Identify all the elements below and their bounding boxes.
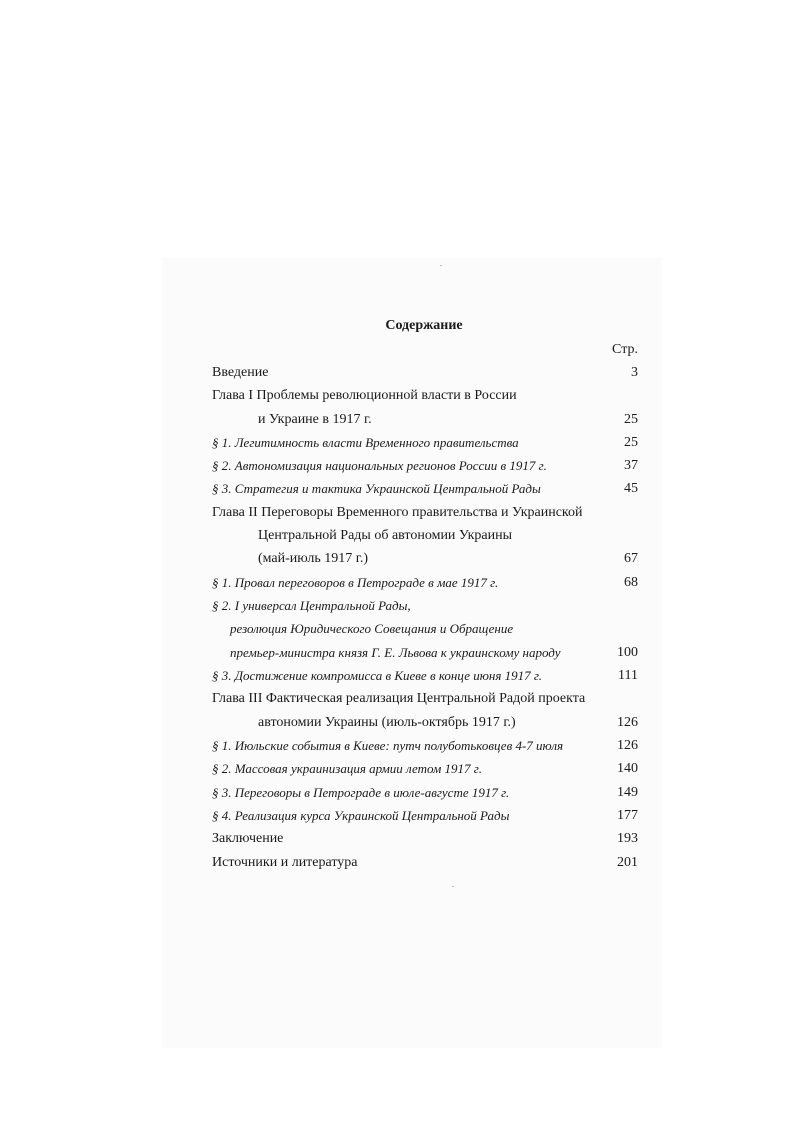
- toc-entry-text: Глава II Переговоры Временного правительства и Украинской: [212, 505, 583, 520]
- toc-entry-text: § 2. Массовая украинизация армии летом 1917 г.: [212, 761, 482, 776]
- toc-entry-text: § 2. Автономизация национальных регионов России в 1917 г.: [212, 458, 547, 473]
- toc-entry-chapter-1: [212, 386, 638, 406]
- toc-entry-text: § 2. I универсал Центральной Рады,: [212, 598, 411, 613]
- toc-entry-page: 45: [624, 481, 638, 496]
- toc-entry-text: и Украине в 1917 г.: [258, 412, 372, 427]
- toc-entry-page: 126: [617, 738, 638, 753]
- toc-entry-page: 25: [624, 412, 638, 427]
- toc-entry-text: Центральной Рады об автономии Украины: [258, 528, 513, 543]
- toc-entry-text: Глава III Фактическая реализация Центральной Радой проекта: [212, 691, 586, 706]
- toc-entry-section: [212, 806, 638, 826]
- toc-entry-chapter-3: [212, 689, 638, 709]
- scan-speck: [452, 886, 454, 887]
- toc-entry-section: [212, 783, 638, 803]
- toc-entry-sources: [212, 853, 638, 873]
- toc-entry-section: [212, 666, 638, 686]
- toc-entry-section: [212, 573, 638, 593]
- toc-entry-text: § 4. Реализация курса Украинской Центральной Рады: [212, 808, 510, 823]
- toc-entry-section: [212, 456, 638, 476]
- toc-entry-text: (май-июль 1917 г.): [258, 551, 369, 566]
- toc-entry-chapter-2-cont: [212, 549, 638, 569]
- toc-entry-text: § 1. Провал переговоров в Петрограде в мае 1917 г.: [212, 575, 499, 590]
- toc-entry-text: § 3. Достижение компромисса в Киеве в конце июня 1917 г.: [212, 668, 543, 683]
- toc-entry-section-cont: [212, 619, 638, 639]
- toc-entry-text: § 3. Стратегия и тактика Украинской Центральной Рады: [212, 481, 541, 496]
- toc-entry-text: премьер-министра князя Г. Е. Львова к украинскому народу: [230, 645, 561, 660]
- toc-entry-text: § 1. Июльские события в Киеве: путч полуботьковцев 4-7 июля: [212, 738, 564, 753]
- toc-entry-page: 126: [617, 715, 638, 730]
- toc-entry-page: 111: [618, 668, 638, 683]
- toc-entry-page: 37: [624, 458, 638, 473]
- toc-entry-section-cont: [212, 643, 638, 663]
- toc-entry-text: автономии Украины (июль-октябрь 1917 г.): [258, 715, 516, 730]
- toc-entry-page: 140: [617, 761, 638, 776]
- toc-entry-page: 149: [617, 785, 638, 800]
- toc-entry-introduction: [212, 363, 638, 383]
- page-column-header: Стр.: [612, 342, 638, 357]
- toc-entry-chapter-1-cont: [212, 410, 638, 430]
- toc-entry-chapter-2: [212, 503, 638, 523]
- toc-entry-page: 201: [617, 855, 638, 870]
- toc-entry-chapter-2-cont: [212, 526, 638, 546]
- toc-entry-chapter-3-cont: [212, 713, 638, 733]
- scan-speck: [440, 265, 442, 266]
- toc-entry-page: 25: [624, 435, 638, 450]
- toc-entry-section: [212, 479, 638, 499]
- toc-entry-section: [212, 736, 638, 756]
- toc-entry-page: 68: [624, 575, 638, 590]
- toc-entry-conclusion: [212, 829, 638, 849]
- toc-entry-page: 3: [631, 365, 638, 380]
- toc-entry-page: 100: [617, 645, 638, 660]
- toc-entry-text: § 1. Легитимность власти Временного правительства: [212, 435, 519, 450]
- toc-entry-page: 193: [617, 831, 638, 846]
- toc-entry-page: 67: [624, 551, 638, 566]
- toc-entry-text: Заключение: [212, 831, 284, 846]
- toc-entry-text: резолюция Юридического Совещания и Обращение: [230, 621, 514, 636]
- toc-entry-section: [212, 596, 638, 616]
- toc-entry-text: Глава I Проблемы революционной власти в России: [212, 388, 517, 403]
- toc-entry-text: Введение: [212, 365, 269, 380]
- toc-entry-text: § 3. Переговоры в Петрограде в июле-августе 1917 г.: [212, 785, 510, 800]
- toc-entry-section: [212, 759, 638, 779]
- toc-entry-page: 177: [617, 808, 638, 823]
- toc-title: Содержание: [385, 318, 463, 333]
- toc-entry-text: Источники и литература: [212, 855, 358, 870]
- toc-entry-section: [212, 433, 638, 453]
